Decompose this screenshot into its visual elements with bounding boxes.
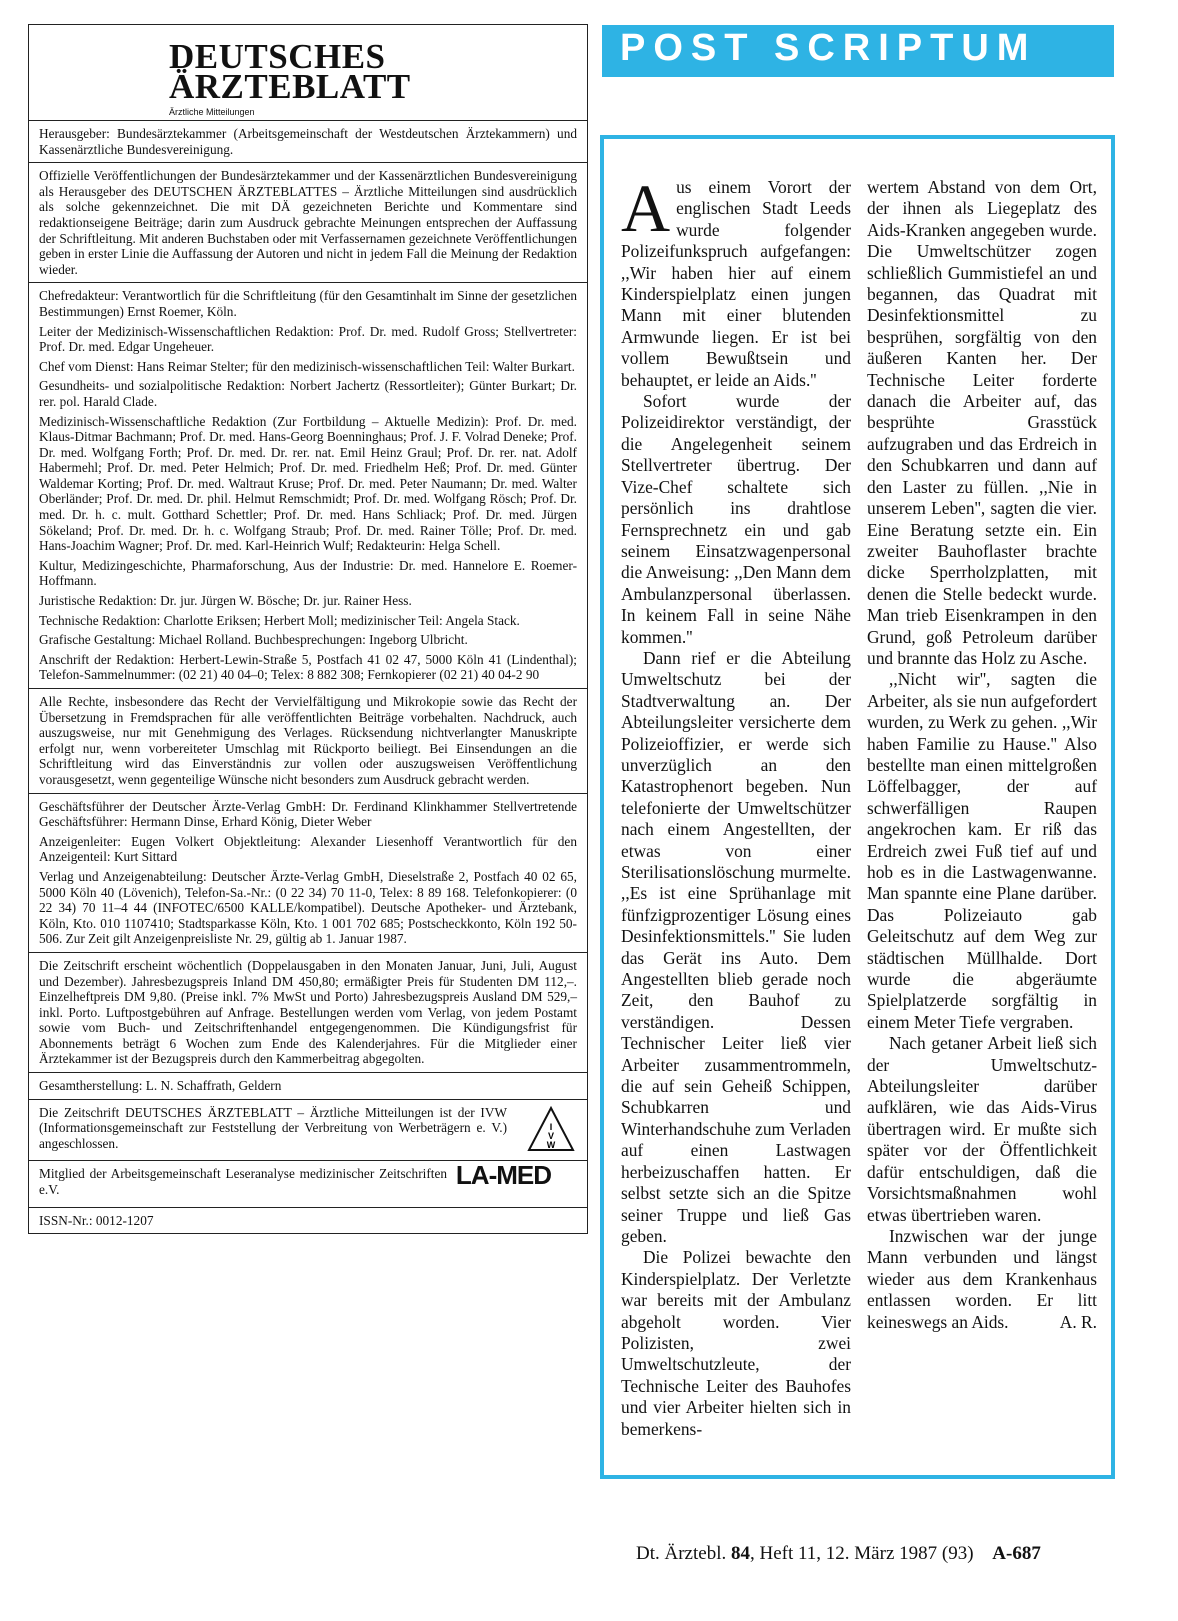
editorial-design: Grafische Gestaltung: Michael Rolland. Buchbesprechungen: Ingeborg Ulbricht.	[39, 632, 468, 648]
article-paragraph-text: Inzwischen war der junge Mann verbunden und längst wieder aus dem Krankenhaus entlassen worden. Er litt keineswegs an Aids.	[867, 1225, 1097, 1332]
footer-journal: Dt. Ärztebl.	[636, 1543, 727, 1564]
post-scriptum-title: POST SCRIPTUM	[620, 27, 1037, 69]
lamed-logo: LA-MED	[455, 1160, 551, 1191]
article-paragraph: wertem Abstand von dem Ort, der ihnen als Liegeplatz des Aids-Kranken angegeben wurde. Die Umweltschützer zogen schließlich Gummistiefel an und begannen, das Quadrat mit Desinfektionsmittel zu besprühen, sorgfältig von den äußeren Kanten her. Der Technische Leiter forderte danach die Arbeiter auf, das besprühte Grasstück aufzugraben und das Erdreich in den Schubkarren und dann auf den Laster zu füllen. ,,Nie in unserem Leben'', sagten die vier. Eine Beratung setzte ein. Ein zweiter Bauhoflaster brachte dicke Sperrholzplatten, mit denen die Stelle bedeckt wurde. Man trieb Eisenkrampen in den Grund, goß Petroleum darüber und brannte das Holz zu Asche.	[867, 177, 1097, 668]
article-dropcap: A	[621, 170, 671, 246]
masthead-title-line1: DEUTSCHES	[169, 37, 386, 76]
management-ads: Anzeigenleiter: Eugen Volkert Objektleitung: Alexander Liesenhoff Verantwortlich für den Anzeigenteil: Kurt Sittard	[39, 833, 577, 865]
article-paragraph: Nach getaner Arbeit ließ sich der Umweltschutz-Abteilungsleiter darüber aufklären, wie das Aids-Virus übertragen wird. Er mußte sich später vor der Öffentlichkeit dafür entschuldigen, daß die Vorsichtsmaßnahmen wohl etwas übertrieben waren.	[867, 1033, 1097, 1225]
editorial-chief: Chefredakteur: Verantwortlich für die Schriftleitung (für den Gesamtinhalt im Sinne der gesetzlichen Bestimmungen) Ernst Roemer, Köln.	[39, 288, 577, 319]
masthead-subtitle: Ärztliche Mitteilungen	[169, 107, 255, 117]
editorial-science-staff: Medizinisch-Wissenschaftliche Redaktion (Zur Fortbildung – Aktuelle Medizin): Prof. Dr. med. Klaus-Ditmar Bachmann; Prof. Dr. med. Hans-Georg Boenninghaus; Prof. J. F. Volrad Deneke; Prof. Dr. med. Wolfgang Forth; Prof. Dr. med. Dr. rer. nat. Emil Heinz Graul; Prof. Dr. rer. nat. Adolf Habermehl; Prof. Dr. med. Peter Helmich; Prof. Dr. med. Friedhelm Heß; Prof. Dr. med. Günter Waldemar Korting; Prof. Dr. med. Waltraut Kruse; Prof. Dr. med. Peter Naumann; Dr. med. Walter Oberländer; Prof. Dr. med. Dr. phil. Helmut Remschmidt; Prof. Dr. med. Wolfgang Rösch; Prof. Dr. med. Dr. h. c. mult. Gotthard Schettler; Prof. Dr. med. Hans Schliack; Prof. Dr. med. Jürgen Sökeland; Prof. Dr. med. Dr. h. c. Wolfgang Straub; Prof. Dr. med. Rainer Tölle; Prof. Dr. med. Hans-Joachim Wagner; Prof. Dr. med. Karl-Heinrich Wulf; Redakteurin: Helga Schell.	[39, 413, 577, 554]
ivw-section	[29, 1100, 587, 1162]
editorial-policy: Gesundheits- und sozialpolitische Redaktion: Norbert Jachertz (Ressortleiter); Günter Burkart; Dr. rer. pol. Harald Clade.	[39, 378, 577, 409]
masthead-title-line2: ÄRZTEBLATT	[169, 67, 411, 106]
editorial-section	[29, 283, 587, 689]
article-signature: A. R.	[1059, 1311, 1097, 1332]
issn-text: ISSN-Nr.: 0012-1207	[39, 1212, 154, 1228]
lamed-text: Mitglied der Arbeitsgemeinschaft Leseranalyse medizinischer Zeitschriften e.V.	[39, 1166, 447, 1198]
page-footer	[636, 1543, 1041, 1565]
article-paragraph: Die Polizei bewachte den Kinderspielplatz. Der Verletzte war bereits mit der Ambulanz abgeholt worden. Vier Polizisten, zwei Umweltschutzleute, der Technische Leiter des Bauhofes und vier Arbeiter hielten sich in bemerkens-	[621, 1247, 851, 1439]
official-notice-text: Offizielle Veröffentlichungen der Bundesärztekammer und der Kassenärztlichen Bundesvereinigung als Herausgeber des DEUTSCHEN ÄRZTEBLATTES – Ärztliche Mitteilungen sind ausdrücklich als solche gekennzeichnet. Die mit DÄ gezeichneten Berichte und Kommentare sind redaktionseigene Beiträge; darin zum Ausdruck gebrachte Meinungen entsprechen der Auffassung der Schriftleitung. Mit anderen Buchstaben oder mit Verfassernamen gezeichnete Veröffentlichungen geben in erster Linie die Auffassung der Autoren und nicht in jedem Fall die Meinung der Redaktion wieder.	[39, 168, 577, 277]
editorial-science-lead: Leiter der Medizinisch-Wissenschaftlichen Redaktion: Prof. Dr. med. Rudolf Gross; Stellvertreter: Prof. Dr. med. Edgar Ungeheuer.	[39, 323, 577, 355]
editorial-technical: Technische Redaktion: Charlotte Eriksen; Herbert Moll; medizinischer Teil: Angela Stack.	[39, 612, 520, 628]
management-publisher-address: Verlag und Anzeigenabteilung: Deutscher Ärzte-Verlag GmbH, Dieselstraße 2, Postfach 40 02 65, 5000 Köln 40 (Lövenich), Telefon-Sa.-Nr.: (0 22 34) 70 11-0, Telex: 8 89 168. Telefonkopierer: (0 22 34) 70 11–4 44 (INFOTEC/6500 KALLE/kompatibel). Deutsche Apotheker- und Ärztebank, Köln, Kto. 010 1107410; Stadtsparkasse Köln, Kto. 1 001 702 685; Postscheckkonto, Köln 192 50-506. Zur Zeit gilt Anzeigenpreisliste Nr. 29, gültig ab 1. Januar 1987.	[39, 868, 577, 947]
article-column-2	[867, 177, 1097, 1333]
article-paragraph	[621, 170, 851, 391]
management-directors: Geschäftsführer der Deutscher Ärzte-Verlag GmbH: Dr. Ferdinand Klinkhammer Stellvertretende Geschäftsführer: Hermann Dinse, Erhard König, Dieter Weber	[39, 798, 577, 830]
svg-text:I: I	[549, 1121, 553, 1132]
article-paragraph	[867, 1226, 1097, 1333]
article-column-1	[621, 170, 851, 1440]
footer-issue-info: , Heft 11, 12. März 1987 (93)	[749, 1543, 974, 1564]
editorial-duty-chief: Chef vom Dienst: Hans Reimar Stelter; für den medizinisch-wissenschaftlichen Teil: Walter Burkart.	[39, 358, 575, 374]
masthead	[29, 25, 587, 121]
official-notice-section	[29, 163, 587, 283]
editorial-culture: Kultur, Medizingeschichte, Pharmaforschung, Aus der Industrie: Dr. med. Hannelore E. Roemer-Hoffmann.	[39, 557, 577, 589]
article-paragraph: ,,Nicht wir'', sagten die Arbeiter, als sie nun aufgefordert wurden, zu Werk zu gehen. ,,Wir haben Familie zu Hause.'' Also bestellte man einen mittelgroßen Löffelbagger, der auf schwerfälligen Raupen angekrochen kam. Er riß das Erdreich zwei Fuß tief auf und hob es in die Lastwagenwanne. Man spannte eine Plane darüber. Das Polizeiauto gab Geleitschutz auf dem Weg zur städtischen Müllhalde. Dort wurde die abgeräumte Spielplatzerde sorgfältig in einem Meter Tiefe vergraben.	[867, 669, 1097, 1032]
post-scriptum-banner	[602, 25, 1114, 77]
article-box	[600, 135, 1115, 1479]
publisher-text: Herausgeber: Bundesärztekammer (Arbeitsgemeinschaft der Westdeutschen Ärztekammern) und Kassenärztliche Bundesvereinigung.	[39, 126, 577, 157]
lamed-section	[29, 1161, 587, 1207]
ivw-text: Die Zeitschrift DEUTSCHES ÄRZTEBLATT – Ärztliche Mitteilungen ist der IVW (Informationsgemeinschaft zur Feststellung der Verbreitung von Werbeträgern e. V.) angeschlossen.	[39, 1104, 507, 1151]
management-section	[29, 794, 587, 953]
printing-text: Gesamtherstellung: L. N. Schaffrath, Geldern	[39, 1078, 282, 1094]
svg-text:W: W	[546, 1139, 556, 1150]
rights-section	[29, 689, 587, 794]
article-paragraph: Dann rief er die Abteilung Umweltschutz bei der Stadtverwaltung an. Der Abteilungsleiter versicherte dem Polizeioffizier, er werde sich unverzüglich an den Katastrophenort begeben. Nun telefonierte der Umweltschützer nach einem Angestellten, der etwas von einer Sterilisationslöschung murmelte. ,,Es ist eine Sprühanlage mit fünfzigprozentiger Lösung eines Desinfektionsmittels.'' Sie luden das Gerät ins Auto. Dem Angestellten blieb gerade noch Zeit, den Bauhof zu verständigen. Dessen Technischer Leiter ließ vier Arbeiter zusammentrommeln, die auf sein Geheiß Schippen, Schubkarren und Winterhandschuhe zum Verladen auf einen Lastwagen herbeizuschaffen hatten. Er selbst setzte sich an die Spitze seiner Truppe und ließ Gas geben.	[621, 647, 851, 1246]
footer-volume: 84	[730, 1543, 750, 1564]
article-paragraph: Sofort wurde der Polizeidirektor verständigt, der die Angelegenheit seinem Stellvertreter übertrug. Der Vize-Chef schaltete sich persönlich ins drahtlose Fernsprechnetz ein und gab seinem Einsatzwagenpersonal die Anweisung: ,,Den Mann dem Ambulanzpersonal überlassen. In keinem Fall in seine Nähe kommen.''	[621, 391, 851, 647]
printing-section	[29, 1073, 587, 1100]
publisher-section	[29, 121, 587, 163]
rights-text: Alle Rechte, insbesondere das Recht der Vervielfältigung und Mikrokopie sowie das Recht der Übersetzung in Fremdsprachen für alle veröffentlichten Beiträge vorbehalten. Nachdruck, auch auszugsweise, nur mit Genehmigung des Verlages. Rücksendung nichtverlangter Manuskripte erfolgt nur, wenn vorbereiteter Umschlag mit Rückporto beiliegt. Bei Einsendungen an die Schriftleitung wird das Einverständnis zur vollen oder auszugsweisen Veröffentlichung vorausgesetzt, wenn gegenteilige Wünsche nicht besonders zum Ausdruck gebracht werden.	[39, 694, 577, 787]
editorial-address: Anschrift der Redaktion: Herbert-Lewin-Straße 5, Postfach 41 02 47, 5000 Köln 41 (Lindenthal); Telefon-Sammelnummer: (02 21) 40 04–0; Telex: 8 882 308; Fernkopierer (02 21) 40 04-2 90	[39, 651, 577, 683]
issn-section	[29, 1208, 587, 1234]
subscription-section	[29, 953, 587, 1073]
svg-text:V: V	[547, 1130, 555, 1141]
ivw-logo-icon	[527, 1106, 575, 1152]
page-number: A-687	[992, 1543, 1041, 1564]
subscription-text: Die Zeitschrift erscheint wöchentlich (Doppelausgaben in den Monaten Januar, Juni, Juli, August und Dezember). Jahresbezugspreis Inland DM 450,80; ermäßigter Preis für Studenten DM 112,–. Einzelheftpreis DM 9,80. (Preise inkl. 7% MwSt und Porto) Jahresbezugspreis Ausland DM 529,– inkl. Porto. Luftpostgebühren auf Anfrage. Bestellungen werden vom Verlag, von jedem Postamt sowie vom Buch- und Zeitschriftenhandel entgegengenommen. Die Kündigungsfrist für Abonnements beträgt 6 Wochen zum Ende des Kalenderjahres. Für die Mitglieder einer Ärztekammer ist der Bezugspreis durch den Kammerbeitrag abgegolten.	[39, 957, 577, 1067]
impressum-box	[28, 24, 588, 1234]
article-paragraph-text: us einem Vorort der englischen Stadt Leeds wurde folgender Polizeifunkspruch aufgefangen: ,,Wir haben hier auf einem Kinderspielplatz einen jungen Mann mit einer blutenden Armwunde liegen. Er ist bei vollem Bewußtsein und behauptet, er leide an Aids.''	[621, 177, 851, 390]
editorial-legal: Juristische Redaktion: Dr. jur. Jürgen W. Bösche; Dr. jur. Rainer Hess.	[39, 593, 412, 609]
